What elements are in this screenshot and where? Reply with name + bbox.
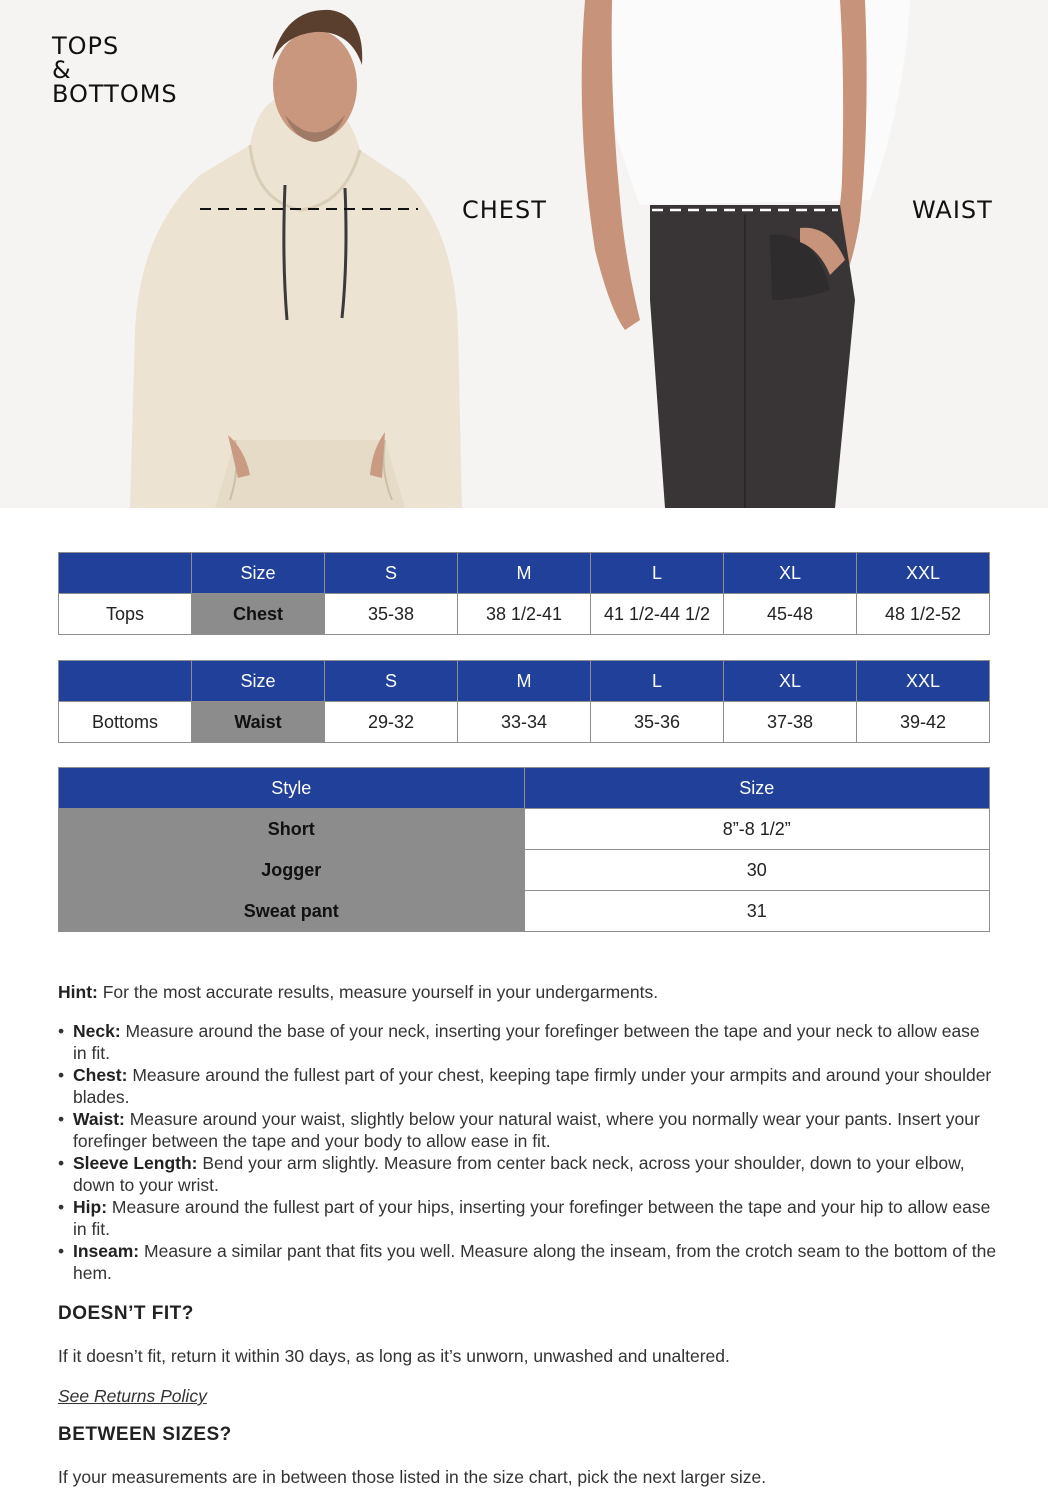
header-cell: S xyxy=(325,661,458,702)
list-item xyxy=(58,1108,998,1152)
list-item-label: Hip: xyxy=(73,1197,108,1217)
header-cell: L xyxy=(591,661,724,702)
list-item-label: Chest: xyxy=(73,1065,128,1085)
doesnt-fit-text: If it doesn’t fit, return it within 30 days, as long as it’s unworn, unwashed and unaltered. xyxy=(58,1346,730,1366)
list-item xyxy=(58,1240,998,1284)
table-cell: 39-42 xyxy=(857,702,990,743)
header-cell: Size xyxy=(192,553,325,594)
list-item-label: Waist: xyxy=(73,1109,125,1129)
style-name-cell: Sweat pant xyxy=(59,891,525,932)
list-item-text: Measure around the base of your neck, inserting your forefinger between the tape and your neck to allow ease in fit. xyxy=(73,1021,980,1063)
table-cell: 30 xyxy=(524,850,990,891)
list-item-text: Measure around the fullest part of your chest, keeping tape firmly under your armpits and around your shoulder blades. xyxy=(73,1065,992,1107)
hero-title xyxy=(52,34,178,106)
table-row xyxy=(59,891,990,932)
list-item-text: Measure a similar pant that fits you well. Measure along the inseam, from the crotch seam to the bottom of the hem. xyxy=(73,1241,997,1283)
table-cell: 38 1/2-41 xyxy=(458,594,591,635)
header-cell: Style xyxy=(59,768,525,809)
list-item xyxy=(58,1064,998,1108)
row-label-cell: Tops xyxy=(59,594,192,635)
header-cell xyxy=(59,661,192,702)
table-cell: 31 xyxy=(524,891,990,932)
list-item-text: Measure around your waist, slightly below your natural waist, where you normally wear your pants. Insert your forefinger between the tape and your body to allow ease in fit. xyxy=(73,1109,980,1151)
header-cell: XL xyxy=(724,553,857,594)
header-cell: Size xyxy=(524,768,990,809)
header-cell xyxy=(59,553,192,594)
between-sizes-heading: BETWEEN SIZES? xyxy=(58,1424,232,1445)
table-cell: 35-36 xyxy=(591,702,724,743)
chest-label: CHEST xyxy=(462,196,547,224)
hero-title-line: TOPS xyxy=(52,32,120,60)
list-item xyxy=(58,1020,998,1064)
list-item-label: Sleeve Length: xyxy=(73,1153,198,1173)
table-header-row xyxy=(59,768,990,809)
between-sizes-text: If your measurements are in between those listed in the size chart, pick the next larger size. xyxy=(58,1467,767,1487)
table-header-row xyxy=(59,661,990,702)
style-size-table xyxy=(58,767,990,932)
header-cell: XXL xyxy=(857,553,990,594)
table-cell: 29-32 xyxy=(325,702,458,743)
bottoms-size-table xyxy=(58,660,990,743)
hero-title-line: BOTTOMS xyxy=(52,80,178,108)
header-cell: Size xyxy=(192,661,325,702)
table-cell: 8”-8 1/2” xyxy=(524,809,990,850)
hero-banner xyxy=(0,0,1048,508)
measuring-guide xyxy=(58,980,998,1489)
measure-name-cell: Waist xyxy=(192,702,325,743)
table-header-row xyxy=(59,553,990,594)
table-cell: 48 1/2-52 xyxy=(857,594,990,635)
hoodie-model-image xyxy=(130,10,462,508)
tops-size-table xyxy=(58,552,990,635)
table-row xyxy=(59,850,990,891)
table-cell: 45-48 xyxy=(724,594,857,635)
style-name-cell: Jogger xyxy=(59,850,525,891)
header-cell: XXL xyxy=(857,661,990,702)
list-item-label: Inseam: xyxy=(73,1241,140,1261)
hint-body: For the most accurate results, measure yourself in your undergarments. xyxy=(97,982,659,1002)
hero-title-line: & xyxy=(52,56,72,84)
list-item-label: Neck: xyxy=(73,1021,121,1041)
table-row xyxy=(59,702,990,743)
list-item-text: Measure around the fullest part of your hips, inserting your forefinger between the tape and your hip to allow ease in fit. xyxy=(73,1197,991,1239)
header-cell: L xyxy=(591,553,724,594)
table-cell: 33-34 xyxy=(458,702,591,743)
list-item xyxy=(58,1196,998,1240)
header-cell: XL xyxy=(724,661,857,702)
jogger-model-image xyxy=(582,0,910,508)
header-cell: M xyxy=(458,553,591,594)
table-cell: 35-38 xyxy=(325,594,458,635)
waist-label: WAIST xyxy=(912,196,993,224)
measure-name-cell: Chest xyxy=(192,594,325,635)
hint-text xyxy=(58,980,998,1004)
table-row xyxy=(59,594,990,635)
table-cell: 37-38 xyxy=(724,702,857,743)
style-name-cell: Short xyxy=(59,809,525,850)
measurement-list xyxy=(58,1020,998,1284)
header-cell: S xyxy=(325,553,458,594)
table-row xyxy=(59,809,990,850)
list-item xyxy=(58,1152,998,1196)
doesnt-fit-heading: DOESN’T FIT? xyxy=(58,1303,194,1324)
list-item-text: Bend your arm slightly. Measure from center back neck, across your shoulder, down to your elbow, down to your wrist. xyxy=(73,1153,965,1195)
header-cell: M xyxy=(458,661,591,702)
hint-label: Hint: xyxy=(58,982,98,1002)
row-label-cell: Bottoms xyxy=(59,702,192,743)
table-cell: 41 1/2-44 1/2 xyxy=(591,594,724,635)
returns-policy-link[interactable]: See Returns Policy xyxy=(58,1386,207,1406)
